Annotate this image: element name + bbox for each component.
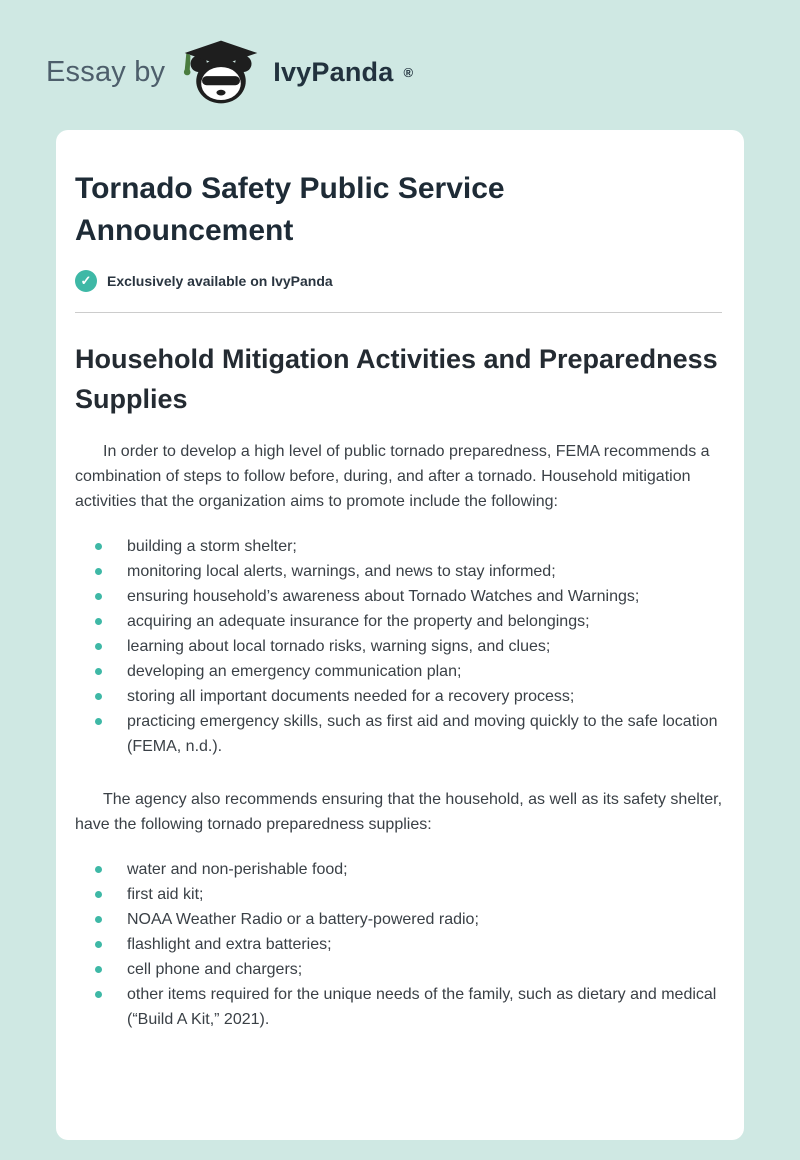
list-item: building a storm shelter; [95, 534, 722, 559]
list-item: flashlight and extra batteries; [95, 932, 722, 957]
list-item: storing all important documents needed for a recovery process; [95, 684, 722, 709]
list-item: learning about local tornado risks, warning signs, and clues; [95, 634, 722, 659]
page-header [0, 0, 800, 104]
supplies-list [75, 857, 722, 1032]
brand-name: IvyPanda [273, 56, 394, 87]
panda-icon [179, 39, 263, 105]
mitigation-list [75, 534, 722, 759]
essay-by-label: Essay by [46, 55, 166, 88]
page-title: Tornado Safety Public Service Announcement [75, 172, 505, 247]
list-item: ensuring household’s awareness about Tornado Watches and Warnings; [95, 584, 722, 609]
section-heading: Household Mitigation Activities and Preparedness Supplies [75, 344, 718, 414]
check-icon: ✓ [75, 270, 97, 292]
list-item: other items required for the unique needs of the family, such as dietary and medical (“Build A Kit,” 2021). [95, 982, 722, 1032]
paragraph-supplies: The agency also recommends ensuring that the household, as well as its safety shelter, have the following tornado preparedness supplies: [75, 791, 723, 833]
paragraph-mitigation: In order to develop a high level of public tornado preparedness, FEMA recommends a combination of steps to follow before, during, and after a tornado. Household mitigation activities that the organization aims to promote include the following: [75, 443, 710, 510]
list-item: practicing emergency skills, such as first aid and moving quickly to the safe location (FEMA, n.d.). [95, 709, 722, 759]
list-item: first aid kit; [95, 882, 722, 907]
registered-mark: ® [403, 64, 414, 80]
ivypanda-logo[interactable] [179, 39, 413, 105]
exclusive-badge [75, 270, 722, 292]
essay-card [56, 130, 744, 1140]
list-item: NOAA Weather Radio or a battery-powered radio; [95, 907, 722, 932]
list-item: cell phone and chargers; [95, 957, 722, 982]
list-item: acquiring an adequate insurance for the property and belongings; [95, 609, 722, 634]
divider [75, 312, 722, 313]
list-item: water and non-perishable food; [95, 857, 722, 882]
badge-label: Exclusively available on IvyPanda [107, 273, 333, 289]
list-item: developing an emergency communication plan; [95, 659, 722, 684]
list-item: monitoring local alerts, warnings, and news to stay informed; [95, 559, 722, 584]
